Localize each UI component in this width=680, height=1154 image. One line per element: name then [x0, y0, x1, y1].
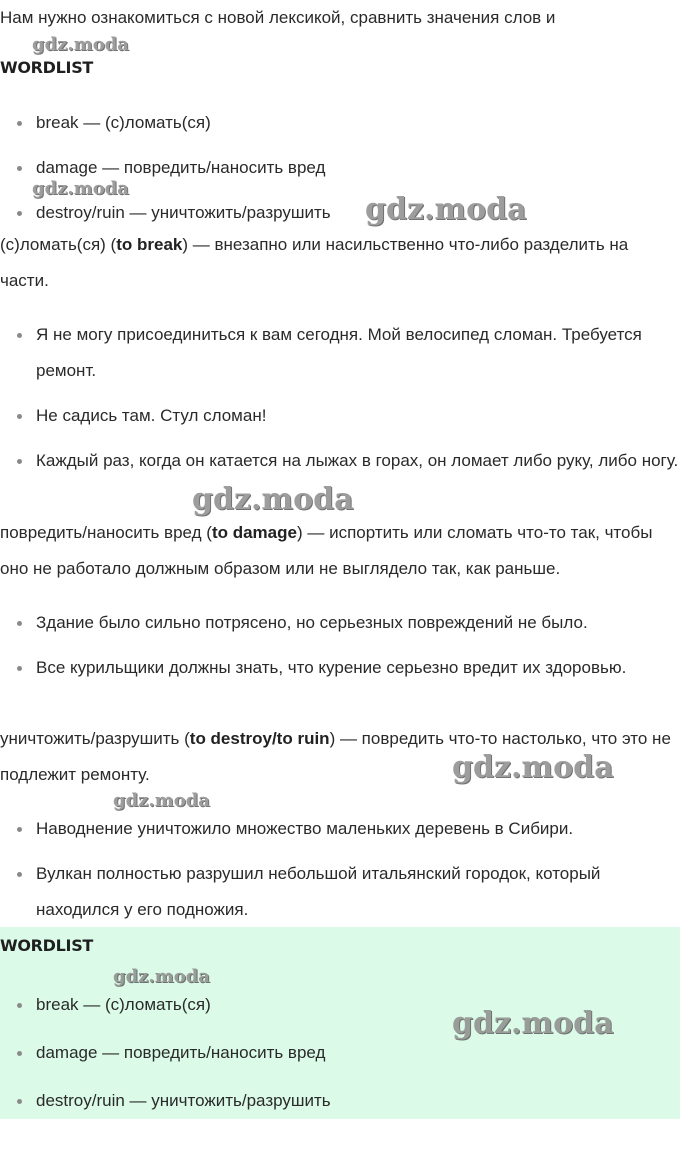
term: (с)ломать(ся): [0, 235, 106, 254]
english-term: to destroy/to ruin: [189, 729, 330, 748]
watermark: gdz.moda: [32, 178, 129, 199]
definition-damage: повредить/наносить вред (to damage) — испортить или сломать что-то так, чтобы оно не работало должным образом или не выглядело так, как раньше.: [0, 523, 653, 578]
wordlist-heading: WORDLIST: [0, 58, 94, 77]
watermark: gdz.moda: [452, 750, 614, 785]
examples-destroy: [0, 811, 680, 937]
example-item: Я не могу присоединиться к вам сегодня. Мой велосипед сломан. Требуется ремонт.: [0, 317, 680, 389]
term: уничтожить/разрушить: [0, 729, 180, 748]
example-item: Каждый раз, когда он катается на лыжах в горах, он ломает либо руку, либо ногу.: [0, 443, 680, 479]
watermark: gdz.moda: [32, 34, 129, 55]
definition-text: испортить или сломать что-то так, чтобы оно не работало должным образом или не выглядело так, как раньше.: [0, 523, 653, 578]
definition-break: (с)ломать(ся) (to break) — внезапно или насильственно что-либо разделить на части.: [0, 235, 629, 290]
example-item: Не садись там. Стул сломан!: [0, 398, 680, 434]
examples-damage: [0, 605, 626, 695]
examples-break: [0, 317, 680, 488]
wordlist-heading: WORDLIST: [0, 936, 94, 955]
definition-destroy: уничтожить/разрушить (to destroy/to ruin) — повредить что-то настолько, что это не подлежит ремонту.: [0, 729, 671, 784]
english-term: to break: [116, 235, 183, 254]
watermark: gdz.moda: [113, 966, 210, 987]
example-item: Вулкан полностью разрушил небольшой итальянский городок, который находился у его подножия.: [0, 856, 680, 928]
watermark: gdz.moda: [365, 192, 527, 227]
definition-text: внезапно или насильственно что-либо разделить на части.: [0, 235, 629, 290]
english-term: to damage: [211, 523, 297, 542]
wordlist-item: destroy/ruin — уничтожить/разрушить: [0, 201, 331, 246]
watermark: gdz.moda: [113, 790, 210, 811]
term: повредить/наносить вред: [0, 523, 202, 542]
example-item: Наводнение уничтожило множество маленьких деревень в Сибири.: [0, 811, 680, 847]
wordlist-item: break — (с)ломать(ся): [0, 993, 331, 1041]
intro-text: Нам нужно ознакомиться с новой лексикой, сравнить значения слов и: [0, 8, 556, 27]
watermark: gdz.moda: [452, 1006, 614, 1041]
definition-text: повредить что-то настолько, что это не подлежит ремонту.: [0, 729, 671, 784]
example-item: Здание было сильно потрясено, но серьезных повреждений не было.: [0, 605, 626, 641]
wordlist-item: break — (с)ломать(ся): [0, 111, 331, 156]
wordlist-item: destroy/ruin — уничтожить/разрушить: [0, 1089, 331, 1137]
wordlist-item: damage — повредить/наносить вред: [0, 156, 331, 201]
example-item: Все курильщики должны знать, что курение серьезно вредит их здоровью.: [0, 650, 626, 686]
wordlist-item: damage — повредить/наносить вред: [0, 1041, 331, 1089]
wordlist: [0, 993, 331, 1137]
watermark: gdz.moda: [192, 482, 354, 517]
